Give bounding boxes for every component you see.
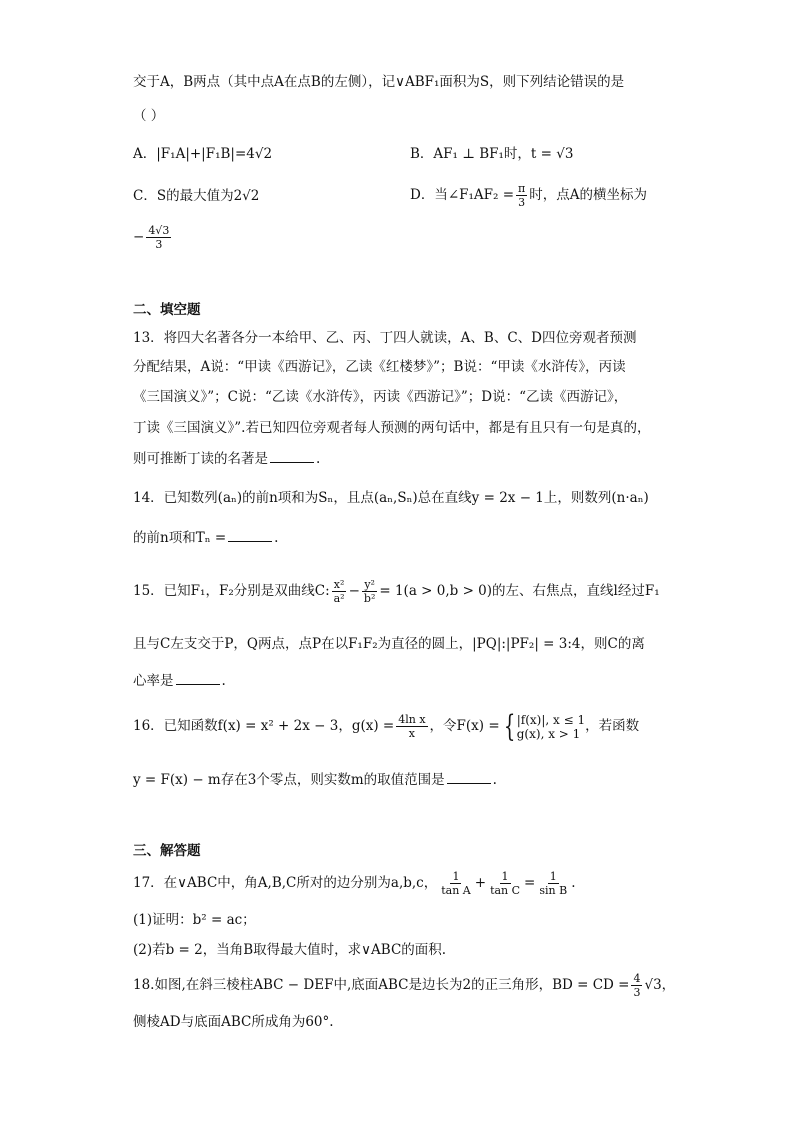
q17-equals: = [524, 875, 536, 891]
q12-option-d-answer [133, 222, 173, 252]
section-solution-title: 三、解答题 [133, 843, 201, 859]
q16-answer-blank [447, 783, 491, 784]
q12-option-d-angle-den: 3 [518, 196, 526, 209]
q15-line2: 且与C左支交于P，Q两点，点P在以F₁F₂为直径的圆上，|PQ|:|PF₂| = 3:4，则C的离 [133, 636, 645, 652]
q16-line1-suffix: ，若函数 [585, 718, 640, 734]
q12-option-b: B．AF₁ ⊥ BF₁时，t = √3 [410, 146, 574, 162]
q18-line1-suffix: √3， [644, 977, 676, 993]
q18-line2: 侧棱AD与底面ABC所成角为60°. [133, 1014, 334, 1030]
q17-line1 [133, 866, 575, 900]
q16-piecewise-cases [517, 713, 585, 741]
q17-term1-fraction [439, 870, 473, 897]
q16-line1 [133, 706, 639, 746]
q14-line1: 14．已知数列(aₙ)的前n项和为Sₙ，且点(aₙ,Sₙ)总在直线y = 2x − 1上，则数列(n·aₙ) [133, 490, 649, 506]
q12-option-d [410, 180, 647, 210]
q12-option-d-angle-num: π [518, 182, 526, 195]
q12-option-a: A．|F₁A|+|F₁B|=4√2 [133, 146, 273, 162]
q15-x-fraction [332, 578, 347, 605]
q12-option-c: C．S的最大值为2√2 [133, 188, 260, 204]
q17-term1-den: tan A [441, 884, 471, 897]
q15-line3-text: 心率是 [133, 673, 174, 689]
q14-line2-text: 的前n项和Tₙ = [133, 530, 227, 546]
q12-answer-bracket: （ ） [133, 108, 165, 124]
q15-x-den: a² [333, 592, 345, 605]
q17-plus: + [474, 875, 487, 891]
q15-answer-blank [176, 684, 220, 685]
q15-y-num: y² [364, 578, 375, 591]
q16-line2-text: y = F(x) − m存在3个零点，则实数m的取值范围是 [133, 772, 445, 788]
q14-answer-blank [228, 541, 272, 542]
q16-case1: |f(x)|, x ≤ 1 [516, 712, 586, 727]
q12-option-d-suffix: 时，点A的横坐标为 [529, 187, 648, 203]
q15-line1 [133, 574, 660, 608]
q17-line1-prefix: 17．在∨ABC中，角A,B,C所对的边分别为a,b,c， [133, 875, 438, 891]
q17-term2-num: 1 [501, 870, 509, 883]
q15-y-fraction [362, 578, 377, 605]
q17-term3-den: sin B [539, 884, 568, 897]
q13-line5-text: 则可推断丁读的名著是 [133, 451, 268, 467]
q16-g-den: x [408, 727, 415, 740]
q17-part1: (1)证明：b² = ac； [133, 912, 256, 928]
q13-line3: 《三国演义》”；C说：“乙读《水浒传》，丙读《西游记》”；D说：“乙读《西游记》， [133, 389, 628, 405]
q16-g-fraction [396, 713, 427, 740]
q15-y-den: b² [363, 592, 376, 605]
q12-option-d-answer-num: 4√3 [148, 224, 170, 237]
q17-term2-den: tan C [490, 884, 521, 897]
q16-case2: g(x), x > 1 [516, 726, 581, 741]
q15-line3: 心率是 . [133, 673, 226, 689]
q16-piecewise-brace: { [503, 708, 515, 744]
q12-stem-line1: 交于A，B两点（其中点A在点B的左侧），记∨ABF₁面积为S，则下列结论错误的是 [133, 74, 625, 90]
q13-answer-blank [270, 462, 314, 463]
q13-line2: 分配结果，A说：“甲读《西游记》，乙读《红楼梦》”；B说：“甲读《水浒传》，丙读 [133, 359, 626, 375]
q16-line1-mid: ，令F(x) = [429, 718, 500, 734]
q13-line5: 则可推断丁读的名著是 . [133, 451, 321, 467]
q13-line4: 丁读《三国演义》”.若已知四位旁观者每人预测的两句话中，都是有且只有一句是真的， [133, 420, 651, 436]
q18-line1-prefix: 18.如图,在斜三棱柱ABC − DEF中,底面ABC是边长为2的正三角形，BD = CD = [133, 977, 630, 993]
q12-option-d-angle-fraction [516, 182, 527, 209]
q13-line1: 13．将四大名著各分一本给甲、乙、丙、丁四人就读，A、B、C、D四位旁观者预测 [133, 330, 637, 346]
q17-term1-num: 1 [452, 870, 460, 883]
q18-length-den: 3 [633, 986, 641, 999]
q18-length-num: 4 [633, 972, 641, 985]
q15-line1-prefix: 15．已知F₁，F₂分别是双曲线C: [133, 583, 330, 599]
q14-line2: 的前n项和Tₙ = . [133, 530, 279, 546]
q17-part2: (2)若b = 2，当角B取得最大值时，求∨ABC的面积. [133, 942, 447, 958]
q17-term2-fraction [488, 870, 522, 897]
q16-line1-prefix: 16．已知函数f(x) = x² + 2x − 3，g(x) = [133, 718, 395, 734]
q18-line1 [133, 968, 675, 1002]
q15-x-num: x² [333, 578, 345, 591]
q12-option-d-prefix: D．当∠F₁AF₂ = [410, 187, 515, 203]
q12-option-d-answer-den: 3 [155, 238, 163, 251]
q17-term3-fraction [537, 870, 569, 897]
q18-length-fraction [631, 972, 642, 999]
q12-option-d-answer-sign: − [133, 229, 145, 245]
q17-term3-num: 1 [549, 870, 557, 883]
q15-line1-suffix: = 1(a > 0,b > 0)的左、右焦点，直线l经过F₁ [379, 583, 660, 599]
section-fill-in-title: 二、填空题 [133, 302, 201, 318]
q16-line2: y = F(x) − m存在3个零点，则实数m的取值范围是 . [133, 772, 497, 788]
q17-line1-end: . [571, 875, 576, 891]
q12-option-d-answer-fraction [146, 224, 171, 251]
q15-minus: − [348, 583, 360, 599]
q16-g-num: 4ln x [398, 713, 426, 726]
